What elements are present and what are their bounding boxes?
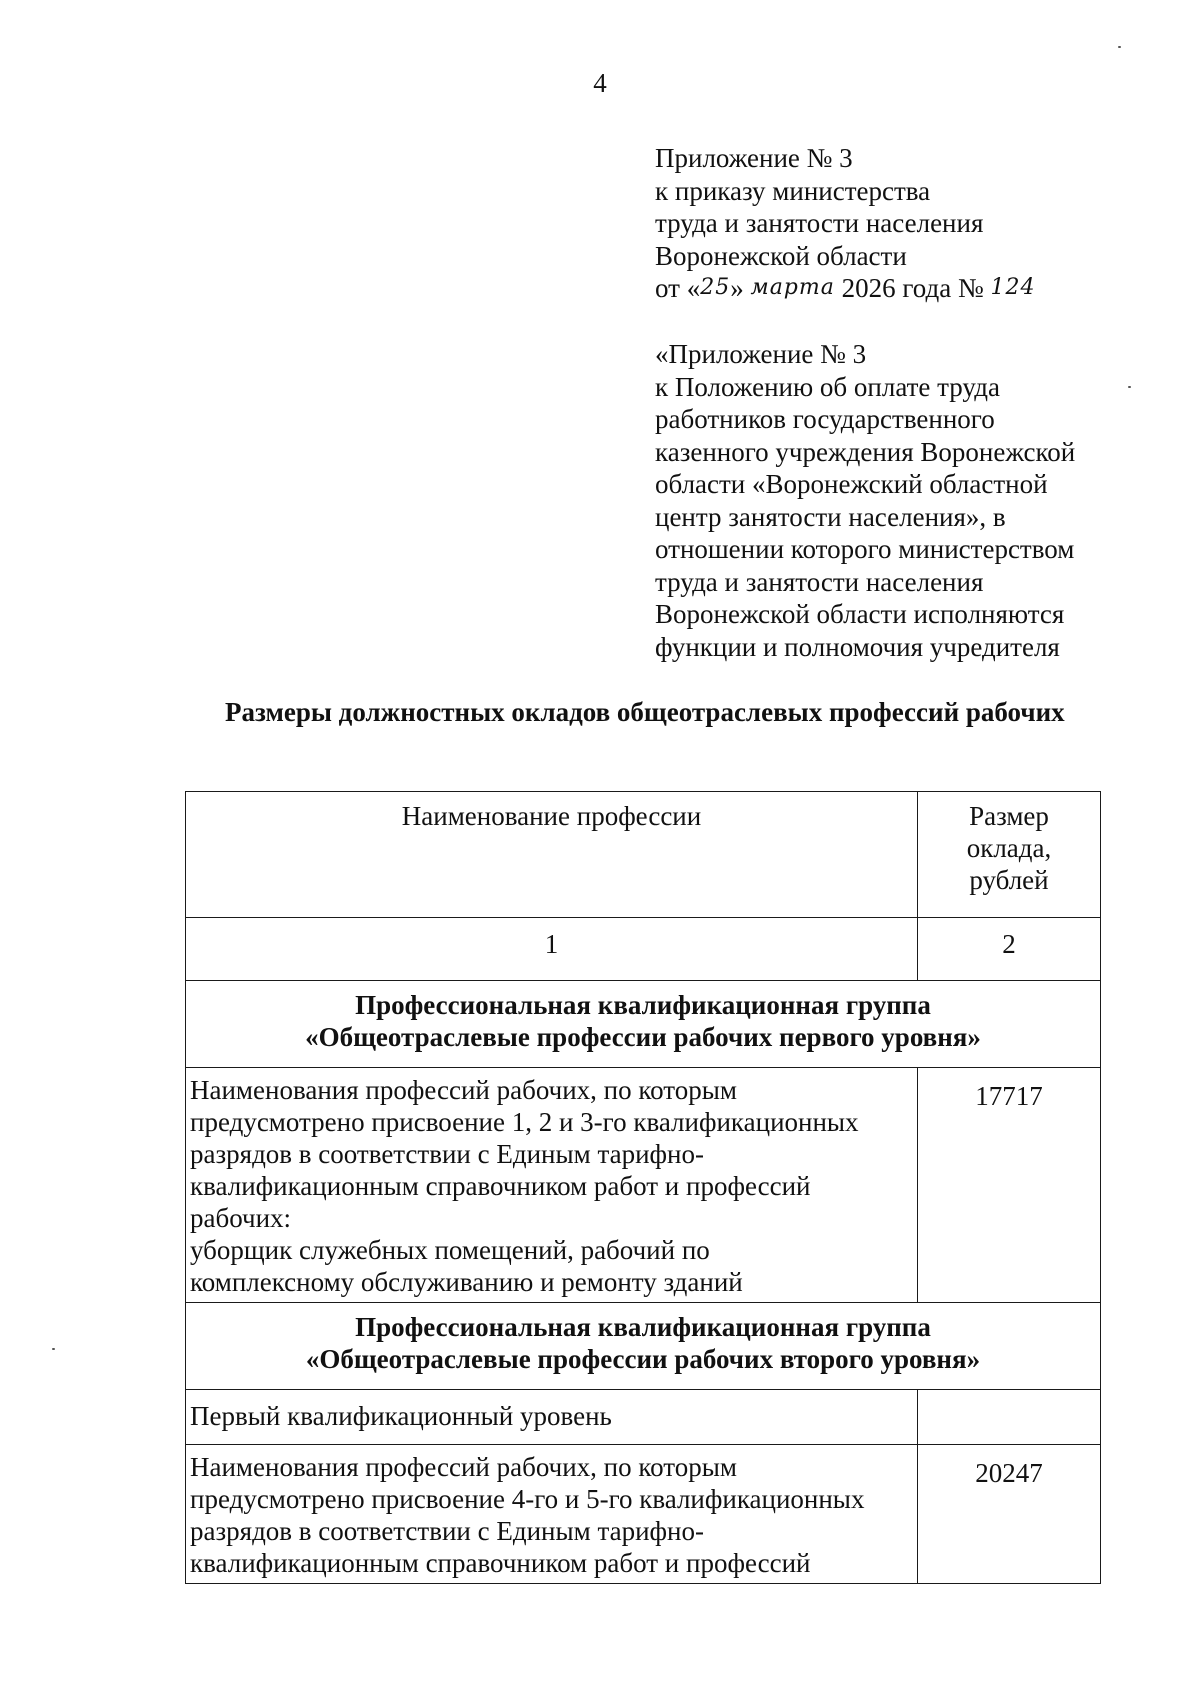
group-title-line: Профессиональная квалификационная группа [355, 990, 931, 1020]
description-line: разрядов в соответствии с Единым тарифно- [190, 1516, 704, 1546]
description-line: предусмотрено присвоение 1, 2 и 3-го квалификационных [190, 1107, 859, 1137]
table-header-row [186, 792, 1101, 918]
appendix-line: Приложение № 3 [655, 143, 853, 173]
header-salary-line: рублей [969, 865, 1049, 895]
appendix-line: труда и занятости населения [655, 208, 984, 238]
handwritten-month: марта [750, 275, 835, 300]
profession-description [186, 1445, 918, 1584]
profession-description [186, 1068, 918, 1303]
date-suffix: 2026 года № [834, 273, 991, 303]
group-title-line: «Общеотраслевые профессии рабочих первого уровня» [305, 1022, 981, 1052]
salary-value: 17717 [918, 1068, 1101, 1303]
page-number: 4 [593, 68, 607, 98]
regulation-line: труда и занятости населения [655, 566, 984, 597]
regulation-line: Воронежской области исполняются [655, 599, 1065, 629]
appendix-date-line [655, 272, 1125, 308]
salary-table [185, 791, 1101, 1584]
regulation-line: «Приложение № 3 [655, 339, 867, 369]
header-salary-line: Размер [969, 801, 1049, 831]
document-title: Размеры должностных окладов общеотраслевых профессий рабочих [225, 697, 1065, 727]
group-title-line: Профессиональная квалификационная группа [355, 1312, 931, 1342]
group-title-row [186, 981, 1101, 1068]
description-line: Наименования профессий рабочих, по которым [190, 1452, 737, 1482]
description-line: квалификационным справочником работ и профессий [190, 1171, 811, 1201]
description-line: предусмотрено присвоение 4-го и 5-го квалификационных [190, 1484, 865, 1514]
description-line: разрядов в соответствии с Единым тарифно- [190, 1139, 704, 1169]
regulation-appendix-header [655, 338, 1125, 663]
column-number: 1 [186, 918, 918, 981]
scan-speck [52, 1348, 55, 1350]
group-title [186, 1303, 1101, 1390]
table-row [186, 1445, 1101, 1584]
appendix-header [655, 142, 1125, 308]
column-number-row [186, 918, 1101, 981]
regulation-line: казенного учреждения Воронежской [655, 436, 1076, 467]
group-title-row [186, 1303, 1101, 1390]
group-title [186, 981, 1101, 1068]
handwritten-day: 25 [700, 275, 731, 300]
date-mid: » [730, 273, 751, 303]
description-line: квалификационным справочником работ и профессий [190, 1548, 811, 1578]
header-salary [918, 792, 1101, 918]
description-line: комплексному обслуживанию и ремонту зданий [190, 1267, 743, 1297]
regulation-line: центр занятости населения», в [655, 501, 1006, 532]
scan-speck [1128, 386, 1131, 388]
handwritten-number: 124 [990, 275, 1036, 300]
appendix-line: Воронежской области [655, 240, 907, 271]
description-line: уборщик служебных помещений, рабочий по [190, 1235, 710, 1265]
qualification-level: Первый квалификационный уровень [186, 1390, 918, 1445]
column-number: 2 [918, 918, 1101, 981]
regulation-line: области «Воронежский областной [655, 469, 1048, 499]
level-row [186, 1390, 1101, 1445]
scan-speck [1118, 46, 1121, 48]
regulation-line: к Положению об оплате труда [655, 371, 1000, 402]
description-line: рабочих: [190, 1203, 292, 1233]
regulation-line: функции и полномочия учредителя [655, 631, 1060, 662]
description-line: Наименования профессий рабочих, по которым [190, 1075, 737, 1105]
group-title-line: «Общеотраслевые профессии рабочих второго уровня» [305, 1344, 981, 1374]
header-salary-line: оклада, [966, 833, 1052, 863]
salary-value: 20247 [918, 1445, 1101, 1584]
regulation-line: работников государственного [655, 404, 995, 434]
regulation-line: отношении которого министерством [655, 534, 1075, 564]
empty-salary-cell [918, 1390, 1101, 1445]
date-prefix: от « [655, 273, 701, 303]
appendix-line: к приказу министерства [655, 175, 931, 206]
table-row [186, 1068, 1101, 1303]
header-profession: Наименование профессии [186, 792, 918, 918]
